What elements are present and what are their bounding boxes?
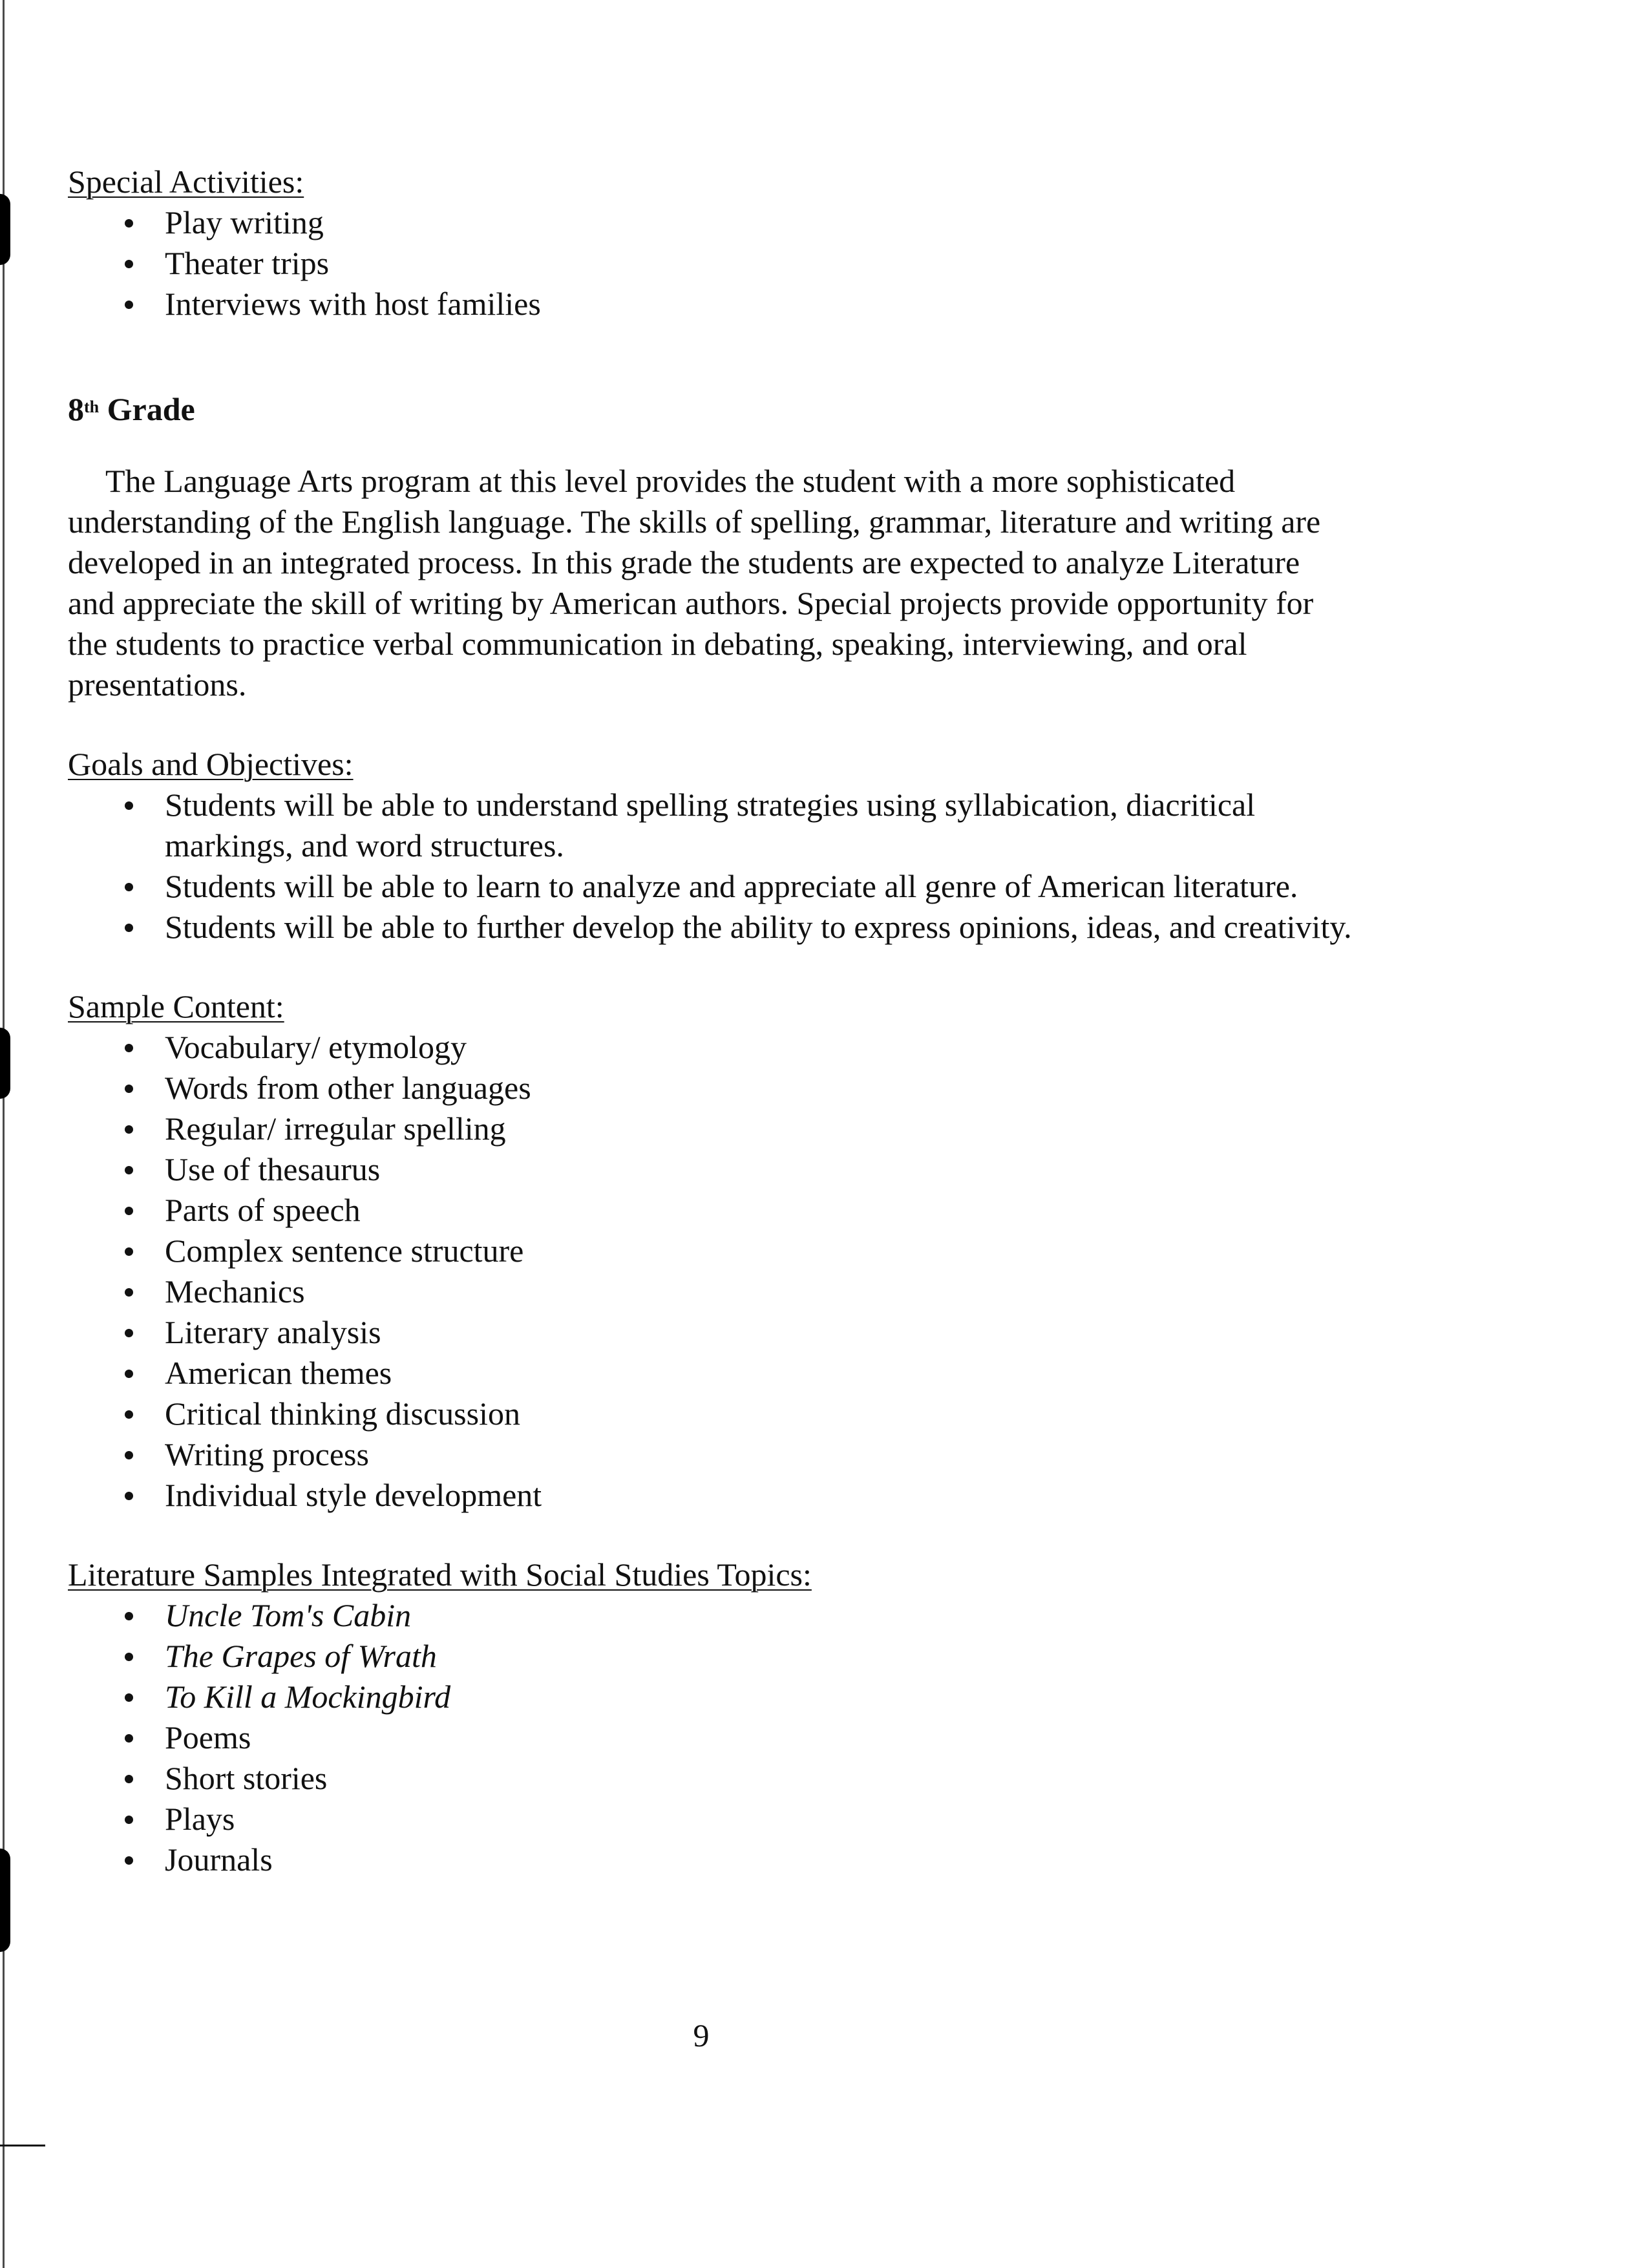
list-item: Individual style development [68, 1475, 1360, 1516]
sample-content-list [68, 1027, 1360, 1516]
grade-suffix: th [84, 397, 100, 416]
list-item: Words from other languages [68, 1068, 1360, 1108]
list-item: Students will be able to further develop the ability to express opinions, ideas, and creativity. [68, 907, 1360, 948]
goals-heading: Goals and Objectives: [68, 746, 354, 782]
list-item: Play writing [68, 202, 1360, 243]
grade-label: Grade [107, 391, 195, 427]
list-item: Vocabulary/ etymology [68, 1027, 1360, 1068]
list-item: Parts of speech [68, 1190, 1360, 1231]
goals-section [68, 744, 1360, 948]
punch-hole-mark [0, 194, 10, 265]
grade-heading [68, 389, 1360, 430]
list-item: Short stories [68, 1758, 1360, 1799]
list-item: Students will be able to understand spelling strategies using syllabication, diacritical markings, and word structures. [68, 785, 1328, 866]
page-number: 9 [693, 2017, 710, 2053]
list-item: To Kill a Mockingbird [68, 1677, 1360, 1717]
list-item: Theater trips [68, 243, 1360, 284]
literature-samples-heading: Literature Samples Integrated with Social Studies Topics: [68, 1556, 812, 1593]
list-item: American themes [68, 1353, 1360, 1394]
special-activities-section [68, 162, 1360, 324]
list-item: Students will be able to learn to analyze and appreciate all genre of American literature. [68, 866, 1360, 907]
intro-paragraph: The Language Arts program at this level provides the student with a more sophisticated understanding of the English language. The skills of spelling, grammar, literature and writing are developed in an integrated process. In this grade the students are expected to analyze Literature and appreciate the skill of writing by American authors. Special projects provide opportunity for the students to practice verbal communication in debating, speaking, interviewing, and oral presentations. [68, 463, 1321, 703]
page-content [68, 162, 1360, 1880]
punch-hole-mark [0, 1849, 10, 1952]
list-item: Poems [68, 1717, 1360, 1758]
list-item: Interviews with host families [68, 284, 1360, 324]
list-item: Plays [68, 1799, 1360, 1839]
list-item: Mechanics [68, 1271, 1360, 1312]
goals-list [68, 785, 1360, 948]
list-item: Writing process [68, 1434, 1360, 1475]
special-activities-list [68, 202, 1360, 324]
list-item: Critical thinking discussion [68, 1394, 1360, 1434]
list-item: Use of thesaurus [68, 1149, 1360, 1190]
list-item: Uncle Tom's Cabin [68, 1595, 1360, 1636]
list-item: Literary analysis [68, 1312, 1360, 1353]
sample-content-section [68, 986, 1360, 1516]
special-activities-heading: Special Activities: [68, 164, 304, 200]
list-item: Journals [68, 1839, 1360, 1880]
punch-hole-mark [0, 1028, 10, 1099]
literature-samples-list [68, 1595, 1360, 1880]
grade-number: 8 [68, 391, 84, 427]
literature-samples-section [68, 1554, 1360, 1880]
list-item: The Grapes of Wrath [68, 1636, 1360, 1677]
list-item: Regular/ irregular spelling [68, 1108, 1360, 1149]
scan-edge-tick [0, 2145, 45, 2146]
sample-content-heading: Sample Content: [68, 988, 284, 1024]
list-item: Complex sentence structure [68, 1231, 1360, 1271]
